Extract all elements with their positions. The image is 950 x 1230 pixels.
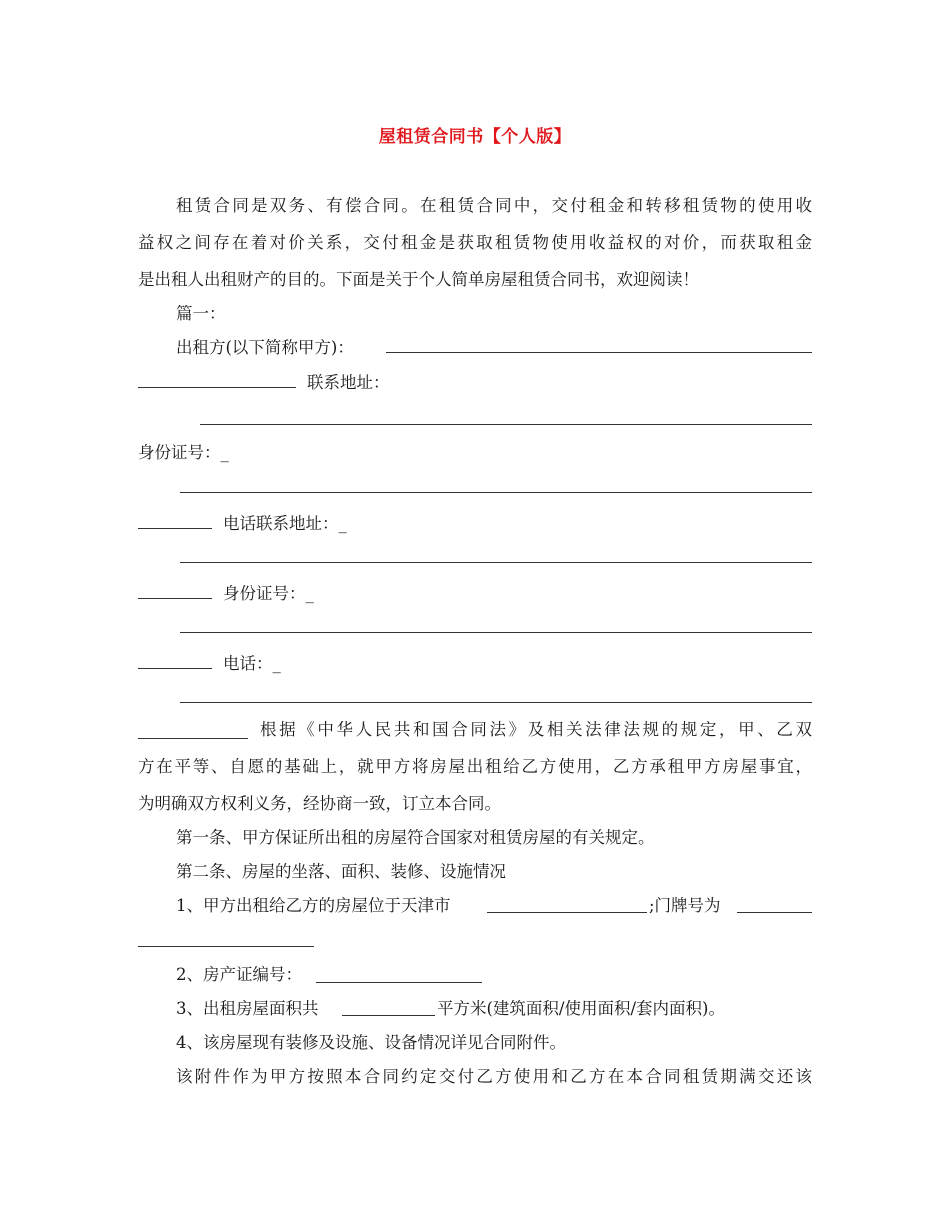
item-2-blank (316, 982, 482, 983)
item-1-city-blank (487, 912, 647, 913)
item-3-text-a: 3、出租房屋面积共 (176, 999, 319, 1018)
closing-line: 该附件作为甲方按照本合同约定交付乙方使用和乙方在本合同租赁期满交还该 (176, 1067, 812, 1086)
id-number-label-2: 身份证号：_ (223, 584, 314, 603)
id-number-blank (180, 492, 812, 493)
lessor-label: 出租方(以下简称甲方)： (176, 338, 354, 357)
document-title: 屋租赁合同书【个人版】 (378, 127, 572, 147)
contact-address-blank (200, 424, 812, 425)
item-3-text-b: 平方米(建筑面积/使用面积/套内面积)。 (437, 999, 725, 1018)
id-number-label: 身份证号：_ (138, 443, 229, 462)
preamble-line-1: 根据《中华人民共和国合同法》及相关法律法规的规定，甲、乙双 (260, 720, 812, 739)
phone-blank (180, 702, 812, 703)
phone-address-blank (180, 562, 812, 563)
intro-line-1: 租赁合同是双务、有偿合同。在租赁合同中，交付租金和转移租赁物的使用收 (176, 196, 812, 215)
item-1-number-blank (737, 912, 812, 913)
article-2: 第二条、房屋的坐落、面积、装修、设施情况 (176, 862, 506, 881)
id-number-blank-cont (138, 528, 212, 529)
phone-address-blank-cont (138, 598, 212, 599)
phone-address-label: 电话联系地址：_ (223, 514, 347, 533)
preamble-line-3: 为明确双方权利义务，经协商一致，订立本合同。 (138, 794, 501, 813)
item-1-number-blank-cont (138, 946, 314, 947)
intro-line-3: 是出租人出租财产的目的。下面是关于个人简单房屋租赁合同书，欢迎阅读！ (138, 270, 699, 289)
item-1-text-a: 1、甲方出租给乙方的房屋位于天津市 (176, 896, 451, 915)
intro-line-2: 益权之间存在着对价关系，交付租金是获取租赁物使用收益权的对价，而获取租金 (138, 233, 812, 252)
article-1: 第一条、甲方保证所出租的房屋符合国家对租赁房屋的有关规定。 (176, 828, 655, 847)
lessor-blank (386, 352, 812, 353)
section-heading: 篇一： (176, 304, 226, 323)
phone-label: 电话：_ (223, 654, 281, 673)
contact-address-label: 联系地址： (307, 373, 390, 392)
id-number-blank-2-cont (138, 668, 212, 669)
item-3-blank (342, 1015, 435, 1016)
id-number-blank-2 (180, 632, 812, 633)
lessor-blank-cont (138, 387, 296, 388)
item-2-text: 2、房产证编号： (176, 965, 302, 984)
item-1-text-b: ;门牌号为 (649, 896, 721, 915)
item-4-text: 4、该房屋现有装修及设施、设备情况详见合同附件。 (176, 1033, 566, 1052)
phone-blank-cont (138, 738, 248, 739)
preamble-line-2: 方在平等、自愿的基础上，就甲方将房屋出租给乙方使用，乙方承租甲方房屋事宜， (138, 757, 812, 776)
